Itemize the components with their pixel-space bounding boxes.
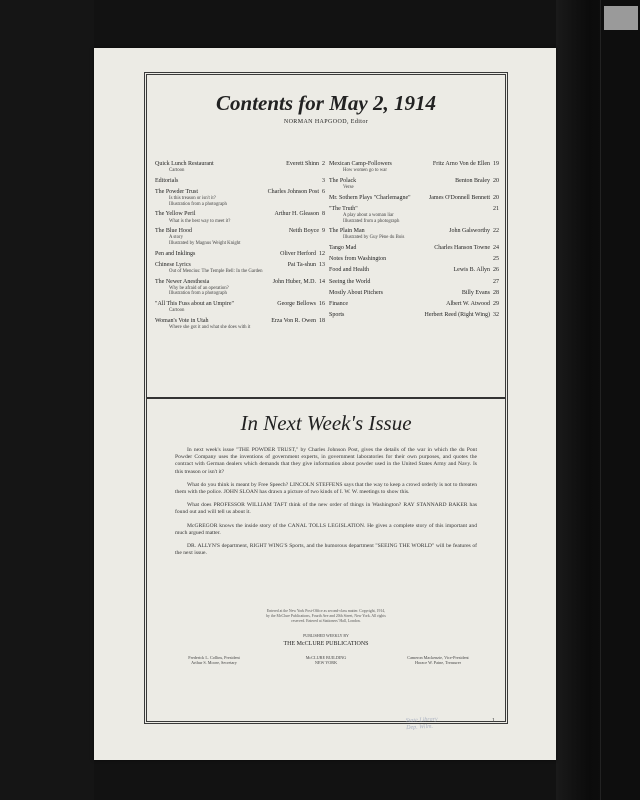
toc-entry-subtitle: Illustration from a photograph	[169, 291, 227, 297]
toc-entry-title: "All This Fuss about an Umpire"	[155, 300, 234, 307]
toc-entry-subtitle: Where she got it and what she does with it	[169, 324, 251, 330]
toc-entry-meta	[453, 267, 499, 274]
toc-entry-author: Pai Ta-shun	[287, 261, 316, 268]
toc-entry-author: Oliver Herford	[280, 250, 316, 257]
toc-entry	[155, 301, 325, 314]
footer-line: McCLURE BUILDING	[305, 655, 347, 660]
toc-entry-page: 21	[493, 205, 499, 212]
toc-entry-line	[329, 228, 499, 235]
toc-right-column	[329, 161, 499, 323]
toc-entry	[155, 228, 325, 246]
toc-entry-meta	[429, 195, 499, 202]
toc-entry-meta	[275, 211, 326, 218]
toc-entry-title: The Blue Hood	[155, 228, 192, 235]
toc-entry-author: Herbert Reed (Right Wing)	[424, 312, 490, 319]
toc-entry-title: Mostly About Pitchers	[329, 289, 384, 296]
footer-line: Arthur S. Moore, Secretary	[191, 660, 237, 666]
toc-entry-line	[329, 267, 499, 274]
toc-entry	[329, 290, 499, 297]
toc-entry-title: Tango Mad	[329, 244, 357, 251]
toc-entry-page: 22	[493, 228, 499, 235]
toc-entry-subtitle: Illustrated from a photograph	[343, 218, 400, 224]
toc-entry-title: Seeing the World	[329, 278, 371, 285]
toc-entry	[155, 251, 325, 258]
toc-entry-line	[155, 178, 325, 185]
toc-entry-page: 28	[493, 289, 499, 296]
toc-entry-title: The Polack	[329, 177, 357, 184]
toc-entry-subtitle: Illustration from a photograph	[169, 201, 227, 207]
toc-entry	[329, 228, 499, 241]
toc-entry-subtitle: Verse	[343, 185, 354, 190]
footer-right	[383, 655, 493, 666]
toc-entry-subtitle: How women go to war	[343, 168, 387, 174]
toc-entry-line	[329, 290, 499, 297]
toc-entry-author: Charles Hanson Towne	[434, 244, 490, 251]
toc-entry-page: 20	[493, 177, 499, 184]
toc-entry-line	[155, 301, 325, 308]
toc-entry-meta	[449, 228, 499, 235]
magazine-page	[94, 48, 556, 760]
toc-entry	[155, 211, 325, 224]
toc-entry	[329, 178, 499, 191]
footer-line: Horace W. Paine, Treasurer	[415, 660, 461, 666]
adjacent-page-tab	[604, 6, 638, 30]
toc-entry	[155, 178, 325, 185]
toc-entry-meta	[273, 279, 325, 286]
adjacent-page-strip	[600, 0, 640, 800]
toc-entry-line	[155, 318, 325, 325]
toc-entry-title: The Newer Anesthesia	[155, 278, 210, 285]
toc-entry-line	[155, 262, 325, 269]
toc-entry-author: James O'Donnell Bennett	[428, 194, 490, 201]
toc-entry-title: Notes from Washington	[329, 256, 387, 263]
toc-entry-page: 27	[493, 278, 499, 285]
toc-entry-title: The Yellow Peril	[155, 211, 196, 218]
section-divider	[147, 397, 505, 399]
toc-entry-title: Woman's Vote in Utah	[155, 317, 209, 324]
toc-entry-meta	[434, 245, 499, 252]
toc-entry-title: Quick Lunch Restaurant	[155, 161, 214, 167]
toc-entry-title: Food and Health	[329, 267, 369, 274]
published-by-label: PUBLISHED WEEKLY BY	[303, 633, 349, 638]
toc-entry	[329, 161, 499, 174]
toc-entry-subtitle: Out of Mencius: The Temple Bell: In the Garden	[169, 268, 263, 274]
toc-entry-line	[329, 195, 499, 202]
toc-entry	[329, 245, 499, 252]
toc-entry	[329, 301, 499, 308]
toc-entry-author: Charles Johnson Post	[267, 189, 319, 195]
toc-entry-author: Billy Evans	[461, 289, 490, 296]
toc-entry-title: Mexican Camp-Followers	[329, 161, 392, 167]
toc-entry	[329, 312, 499, 319]
toc-entry-line	[329, 161, 499, 168]
toc-entry-page: 18	[319, 317, 325, 324]
toc-entry-page: 19	[493, 161, 499, 167]
toc-entry-meta	[289, 228, 325, 235]
toc-entry	[329, 256, 499, 263]
background-left	[0, 0, 94, 800]
toc-entry-page: 3	[322, 177, 325, 184]
footer-line: Frederick L. Collins, President	[188, 655, 240, 660]
copyright-notice: Entered at the New York Post-Office as second-class matter. Copyright, 1914, by the McClure Publications, Fourth Ave and 20th Street, New York. All rights reserved. Entered at Stationers' Hall, London.	[266, 609, 386, 623]
toc-entry	[155, 189, 325, 207]
footer-line: Cameron Mackenzie, Vice-President	[407, 655, 469, 660]
toc-entry-title: Editorials	[155, 177, 179, 184]
publisher-name: THE McCLURE PUBLICATIONS	[283, 641, 369, 647]
toc-entry-title: Chinese Lyrics	[155, 261, 191, 268]
contents-title: Contents for May 2, 1914	[216, 91, 436, 115]
toc-entry-line	[329, 312, 499, 319]
toc-entry-meta	[271, 318, 325, 325]
stamp-line: State Library	[405, 716, 438, 725]
toc-entry-page: 32	[493, 312, 499, 319]
toc-entry-meta	[490, 256, 499, 263]
toc-entry	[329, 267, 499, 274]
toc-entry-author: Everett Shinn	[286, 161, 319, 167]
toc-entry-subtitle: Illustrated by Magnus Weight Knight	[169, 240, 241, 246]
toc-entry-page: 29	[493, 301, 499, 307]
toc-entry-meta	[455, 178, 499, 185]
toc-entry-subtitle: What is the best way to meet it?	[169, 218, 231, 224]
toc-entry-meta	[280, 251, 325, 258]
toc-entry-meta	[425, 312, 499, 319]
footer-center	[271, 655, 381, 666]
toc-entry-line	[155, 279, 325, 286]
toc-entry	[155, 318, 325, 331]
toc-entry-line	[329, 245, 499, 252]
toc-entry-author: Benton Braley	[455, 177, 490, 184]
toc-entry-page: 24	[493, 244, 499, 251]
toc-entry-author: John Galsworthy	[449, 228, 490, 235]
toc-entry-line	[155, 189, 325, 196]
stamp-line: Dep. Wilm.	[406, 723, 434, 732]
toc-entry-line	[329, 178, 499, 185]
toc-entry-line	[329, 256, 499, 263]
footer-line: NEW YORK	[314, 660, 338, 666]
toc-entry-page: 6	[322, 189, 325, 195]
toc-entry-title: The Powder Trust	[155, 189, 199, 195]
toc-entry-line	[155, 161, 325, 168]
toc-entry-line	[155, 228, 325, 235]
toc-entry-subtitle: Cartoon	[169, 168, 185, 174]
toc-entry-page: 9	[322, 228, 325, 235]
toc-entry-page: 14	[319, 278, 325, 285]
toc-entry-subtitle: A play about a woman liar	[343, 213, 394, 218]
toc-entry-author: Lewis B. Allyn	[453, 267, 490, 274]
next-week-paragraph: In next week's issue "THE POWDER TRUST," by Charles Johnson Post, gives the details of the war in which the du Pont Powder Company uses the inventions of government experts, in government laboratories for their own purposes, and quotes the contract with German dealers which demands that they give information about powder used in the United States Army and Navy. Is this treason or isn't it?	[175, 447, 477, 475]
toc-entry-subtitle: Illustrated by Guy Pène du Bois	[343, 235, 405, 241]
toc-entry-meta	[277, 301, 325, 308]
editor-line: NORMAN HAPGOOD, Editor	[283, 119, 369, 125]
toc-entry-line	[329, 301, 499, 308]
toc-entry-title: Finance	[329, 301, 348, 307]
corner-number: 1	[492, 718, 495, 724]
toc-entry-page: 16	[319, 300, 325, 307]
toc-entry	[329, 206, 499, 224]
next-week-paragraph: What does PROFESSOR WILLIAM TAFT think of the new order of things in Washington? RAY STANNARD BAKER has found out and will tell us about it.	[175, 502, 477, 516]
toc-entry-meta	[433, 161, 499, 168]
library-stamp	[406, 714, 489, 732]
toc-left-column	[155, 161, 325, 335]
toc-entry-title: Pen and Inklings	[155, 250, 196, 257]
toc-entry-author: Fritz Arno Von de Ellen	[432, 161, 490, 167]
toc-entry-meta	[490, 279, 499, 286]
toc-entry-page: 13	[319, 261, 325, 268]
page-frame	[144, 72, 508, 724]
toc-entry-subtitle: Cartoon	[169, 308, 185, 314]
toc-entry	[155, 161, 325, 174]
next-week-paragraph: McGREGOR knows the inside story of the CANAL TOLLS LEGISLATION. He gives a complete story of this important and much argued matter.	[175, 522, 477, 536]
toc-entry-subtitle: Why be afraid of an operation?	[169, 285, 229, 291]
toc-entry-title: "The Truth"	[329, 205, 358, 212]
toc-entry-page: 26	[493, 267, 499, 274]
toc-entry	[155, 262, 325, 275]
toc-entry-meta	[446, 301, 499, 308]
toc-entry-subtitle: Is this treason or isn't it?	[169, 196, 216, 202]
toc-entry-meta	[319, 178, 325, 185]
toc-entry-page: 25	[493, 256, 499, 263]
toc-entry-line	[155, 211, 325, 218]
next-week-paragraph: DR. ALLYN'S department, RIGHT WING'S Sports, and the humorous department "SEEING THE WORLD" will be features of the next issue.	[175, 543, 477, 557]
toc-entry-meta	[490, 206, 499, 213]
toc-entry-meta	[268, 189, 325, 196]
toc-entry-line	[155, 251, 325, 258]
toc-entry-title: Mr. Sothern Plays "Charlemagne"	[329, 194, 411, 201]
toc-entry	[155, 279, 325, 297]
toc-entry-author: George Bellows	[277, 300, 316, 307]
toc-entry-author: Erza Von R. Owen	[271, 317, 316, 324]
next-week-paragraph: What do you think is meant by Free Speech? LINCOLN STEFFENS says that the way to keep a crowd orderly is not to threaten them with the police. JOHN SLOAN has drawn a picture of two kinds of I. W. W. meetings to show this.	[175, 481, 477, 496]
next-week-body	[175, 447, 477, 563]
toc-entry-author: John Huber, M.D.	[272, 278, 316, 285]
toc-entry	[329, 195, 499, 202]
toc-entry-author: Neith Boyce	[288, 228, 319, 235]
toc-entry-title: Sports	[329, 312, 345, 319]
toc-entry-author: Albert W. Atwood	[446, 301, 490, 307]
footer-left	[159, 655, 269, 666]
toc-entry	[329, 279, 499, 286]
toc-entry-subtitle: A story	[169, 235, 183, 241]
toc-entry-page: 2	[322, 161, 325, 167]
toc-entry-page: 12	[319, 250, 325, 257]
toc-entry-line	[329, 279, 499, 286]
toc-entry-page: 8	[322, 211, 325, 218]
toc-entry-author: Arthur H. Gleason	[274, 211, 319, 218]
toc-entry-meta	[286, 161, 325, 168]
toc-entry-line	[329, 206, 499, 213]
toc-entry-meta	[288, 262, 325, 269]
toc-entry-meta	[462, 290, 499, 297]
toc-entry-page: 20	[493, 194, 499, 201]
toc-entry-title: The Plain Man	[329, 228, 365, 235]
next-week-title: In Next Week's Issue	[240, 411, 412, 435]
